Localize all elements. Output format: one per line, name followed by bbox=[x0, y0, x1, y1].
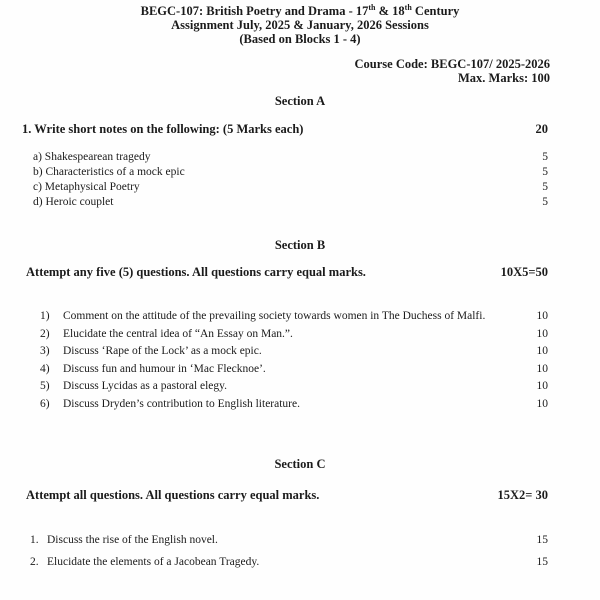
question-marks: 5 bbox=[542, 196, 548, 208]
list-item bbox=[0, 396, 600, 414]
question-marks: 10 bbox=[536, 327, 548, 340]
question-number: 6) bbox=[40, 397, 50, 410]
question-marks: 10 bbox=[536, 397, 548, 410]
section-a-instruction: 1. Write short notes on the following: (5 Marks each) bbox=[22, 122, 304, 136]
document-title-block bbox=[0, 4, 600, 46]
question-text: Discuss Lycidas as a pastoral elegy. bbox=[63, 380, 228, 392]
section-c-instruction-row bbox=[0, 488, 600, 503]
question-text: d) Heroic couplet bbox=[33, 196, 114, 208]
assignment-session-line: Assignment July, 2025 & January, 2026 Sessions bbox=[171, 18, 429, 32]
course-title-sup2: th bbox=[404, 2, 412, 12]
course-code-block bbox=[0, 57, 600, 85]
section-c-list bbox=[0, 529, 600, 573]
question-number: 3) bbox=[40, 345, 50, 357]
question-marks: 5 bbox=[542, 166, 548, 178]
section-b-instruction-row bbox=[0, 265, 600, 280]
question-number: 1. bbox=[30, 534, 39, 546]
question-text: Elucidate the central idea of “An Essay on Man.”. bbox=[63, 327, 293, 340]
max-marks-line: Max. Marks: 100 bbox=[458, 71, 550, 85]
course-title-part1: BEGC-107: British Poetry and Drama - 17 bbox=[140, 4, 369, 18]
question-text: Elucidate the elements of a Jacobean Tragedy. bbox=[47, 556, 260, 568]
question-number: 1) bbox=[40, 310, 50, 322]
section-b-total-marks: 10X5=50 bbox=[500, 265, 548, 279]
question-text: Discuss the rise of the English novel. bbox=[47, 534, 218, 546]
list-item bbox=[0, 529, 600, 551]
question-marks: 10 bbox=[536, 345, 548, 357]
list-item bbox=[0, 180, 600, 195]
question-text: a) Shakespearean tragedy bbox=[33, 151, 151, 163]
section-b-instruction: Attempt any five (5) questions. All questions carry equal marks. bbox=[26, 265, 366, 279]
list-item bbox=[0, 326, 600, 344]
question-text: Discuss Dryden’s contribution to English literature. bbox=[63, 397, 300, 410]
question-number: 4) bbox=[40, 362, 50, 375]
question-marks: 10 bbox=[536, 310, 548, 322]
section-b-heading: Section B bbox=[274, 238, 326, 252]
question-number: 5) bbox=[40, 380, 50, 392]
question-marks: 15 bbox=[536, 534, 548, 546]
question-text: b) Characteristics of a mock epic bbox=[33, 166, 185, 178]
course-code-line: Course Code: BEGC-107/ 2025-2026 bbox=[354, 57, 550, 71]
course-title-part2: & 18 bbox=[375, 4, 405, 18]
list-item bbox=[0, 308, 600, 326]
section-a-total-marks: 20 bbox=[535, 122, 548, 136]
section-a-list bbox=[0, 150, 600, 210]
course-title-part3: Century bbox=[411, 4, 460, 18]
question-text: Discuss ‘Rape of the Lock’ as a mock epic. bbox=[63, 345, 262, 357]
question-marks: 10 bbox=[536, 362, 548, 375]
question-text: Discuss fun and humour in ‘Mac Flecknoe’. bbox=[63, 362, 266, 375]
list-item bbox=[0, 551, 600, 573]
question-marks: 5 bbox=[542, 181, 548, 193]
list-item bbox=[0, 165, 600, 180]
section-c-heading: Section C bbox=[274, 457, 326, 471]
list-item bbox=[0, 150, 600, 165]
question-number: 2) bbox=[40, 327, 50, 340]
question-text: c) Metaphysical Poetry bbox=[33, 181, 140, 193]
question-text: Comment on the attitude of the prevailing society towards women in The Duchess of Malfi. bbox=[63, 310, 486, 322]
section-a-instruction-row bbox=[0, 122, 600, 137]
list-item bbox=[0, 343, 600, 361]
question-marks: 10 bbox=[536, 380, 548, 392]
blocks-basis-line: (Based on Blocks 1 - 4) bbox=[239, 32, 361, 46]
course-title-sup1: th bbox=[368, 2, 376, 12]
section-a-heading: Section A bbox=[274, 94, 326, 108]
section-c-total-marks: 15X2= 30 bbox=[497, 488, 548, 502]
course-title bbox=[0, 4, 600, 18]
list-item bbox=[0, 361, 600, 379]
section-b-list bbox=[0, 308, 600, 413]
list-item bbox=[0, 195, 600, 210]
section-c-instruction: Attempt all questions. All questions carry equal marks. bbox=[26, 488, 320, 502]
question-marks: 15 bbox=[536, 556, 548, 568]
question-number: 2. bbox=[30, 556, 39, 568]
list-item bbox=[0, 378, 600, 396]
question-marks: 5 bbox=[542, 151, 548, 163]
